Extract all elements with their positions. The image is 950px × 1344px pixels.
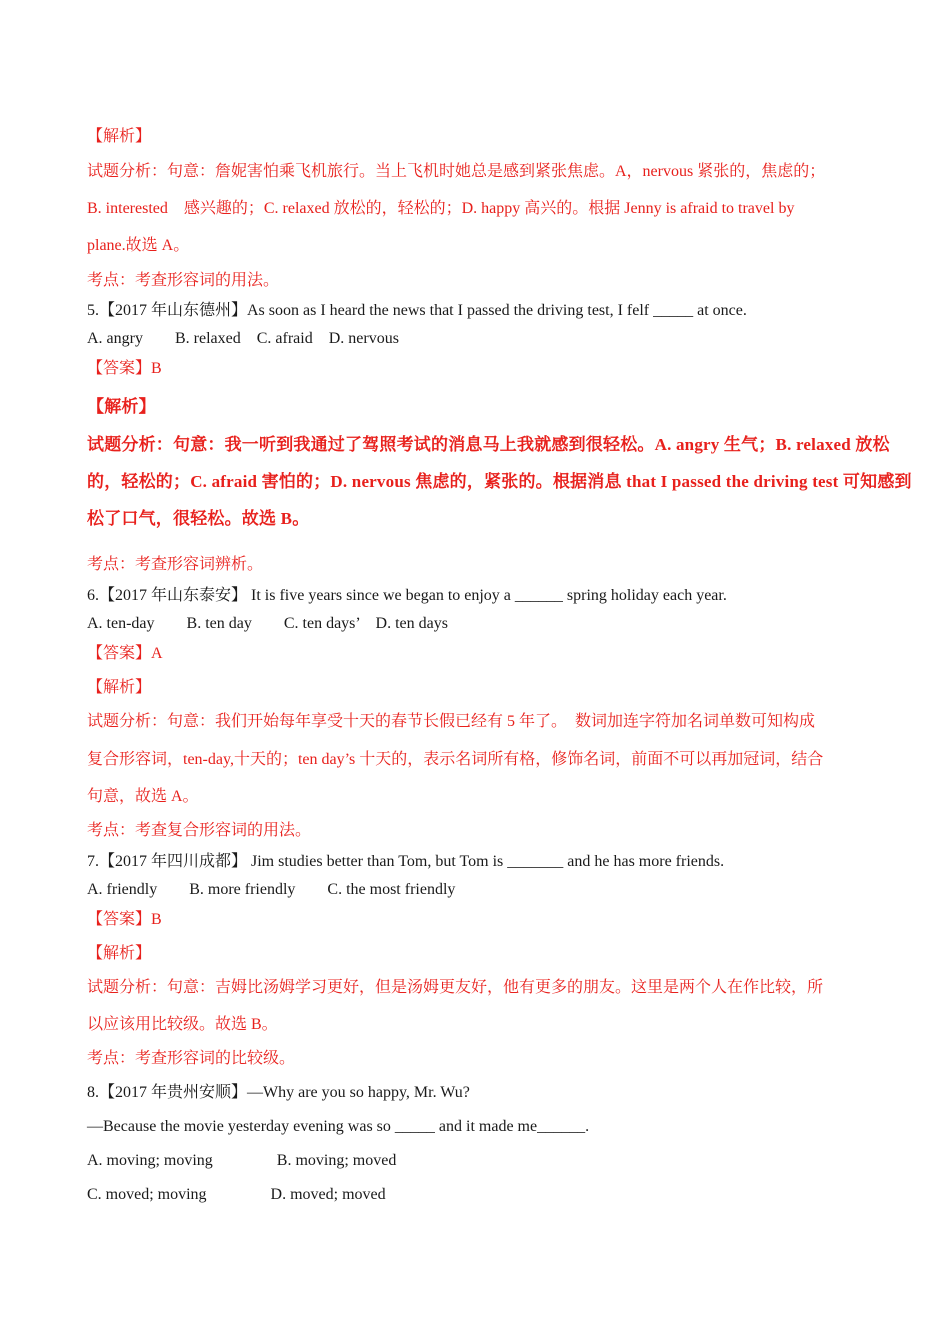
q5-point: 考点：考查形容词辨析。 [87,556,264,573]
q5-explain-heading: 【解析】 [87,397,156,416]
q6-options: A. ten-day B. ten day C. ten days’ D. ten days [87,615,448,632]
q8-dialog: —Because the movie yesterday evening was so _____ and it made me______. [87,1118,590,1135]
q8-options-row-1: A. moving; moving B. moving; moved [87,1152,397,1169]
q6-question: 6.【2017 年山东泰安】 It is five years since we began to enjoy a ______ spring holiday each year. [87,587,727,604]
q5-analysis-line-3: 松了口气，很轻松。故选 B。 [87,509,310,528]
q7-options: A. friendly B. more friendly C. the most friendly [87,881,456,898]
watermark [226,395,895,596]
q6-answer: 【答案】A [87,645,163,662]
q7-explain-heading: 【解析】 [87,945,152,962]
q6-point: 考点：考查复合形容词的用法。 [87,822,312,839]
q5-answer: 【答案】B [87,360,162,377]
q4-analysis-line-2: B. interested 感兴趣的；C. relaxed 放松的，轻松的；D. happy 高兴的。根据 Jenny is afraid to travel by [87,200,795,217]
q8-options-row-2: C. moved; moving D. moved; moved [87,1186,386,1203]
q5-question: 5.【2017 年山东德州】As soon as I heard the news that I passed the driving test, I felf _____ at once. [87,302,747,319]
q7-analysis-line-1: 试题分析：句意：吉姆比汤姆学习更好，但是汤姆更友好，他有更多的朋友。这里是两个人在作比较，所 [87,979,824,996]
q8-question: 8.【2017 年贵州安顺】—Why are you so happy, Mr. Wu? [87,1084,470,1101]
q7-point: 考点：考查形容词的比较级。 [87,1050,296,1067]
q6-analysis-line-3: 句意，故选 A。 [87,788,199,805]
q4-analysis-line-1: 试题分析：句意：詹妮害怕乘飞机旅行。当上飞机时她总是感到紧张焦虑。A，nervous 紧张的，焦虑的； [87,163,826,180]
q5-options: A. angry B. relaxed C. afraid D. nervous [87,330,399,347]
q7-answer: 【答案】B [87,911,162,928]
q4-analysis-line-3: plane.故选 A。 [87,237,190,254]
q7-question: 7.【2017 年四川成都】 Jim studies better than Tom, but Tom is _______ and he has more friends. [87,853,725,870]
q6-explain-heading: 【解析】 [87,679,152,696]
q6-analysis-line-1: 试题分析：句意：我们开始每年享受十天的春节长假已经有 5 年了。 数词加连字符加名词单数可知构成 [87,713,816,730]
q7-analysis-line-2: 以应该用比较级。故选 B。 [87,1016,278,1033]
q6-analysis-line-2: 复合形容词，ten-day,十天的；ten day’s 十天的，表示名词所有格，修饰名词，前面不可以再加冠词，结合 [87,751,824,768]
q5-analysis-line-1: 试题分析：句意：我一听到我通过了驾照考试的消息马上我就感到很轻松。A. angry 生气；B. relaxed 放松 [87,435,890,454]
q4-point: 考点：考查形容词的用法。 [87,272,280,289]
q5-analysis-line-2: 的，轻松的；C. afraid 害怕的；D. nervous 焦虑的，紧张的。根据消息 that I passed the driving test 可知感到 [87,472,912,491]
q4-explain-heading: 【解析】 [87,128,152,145]
